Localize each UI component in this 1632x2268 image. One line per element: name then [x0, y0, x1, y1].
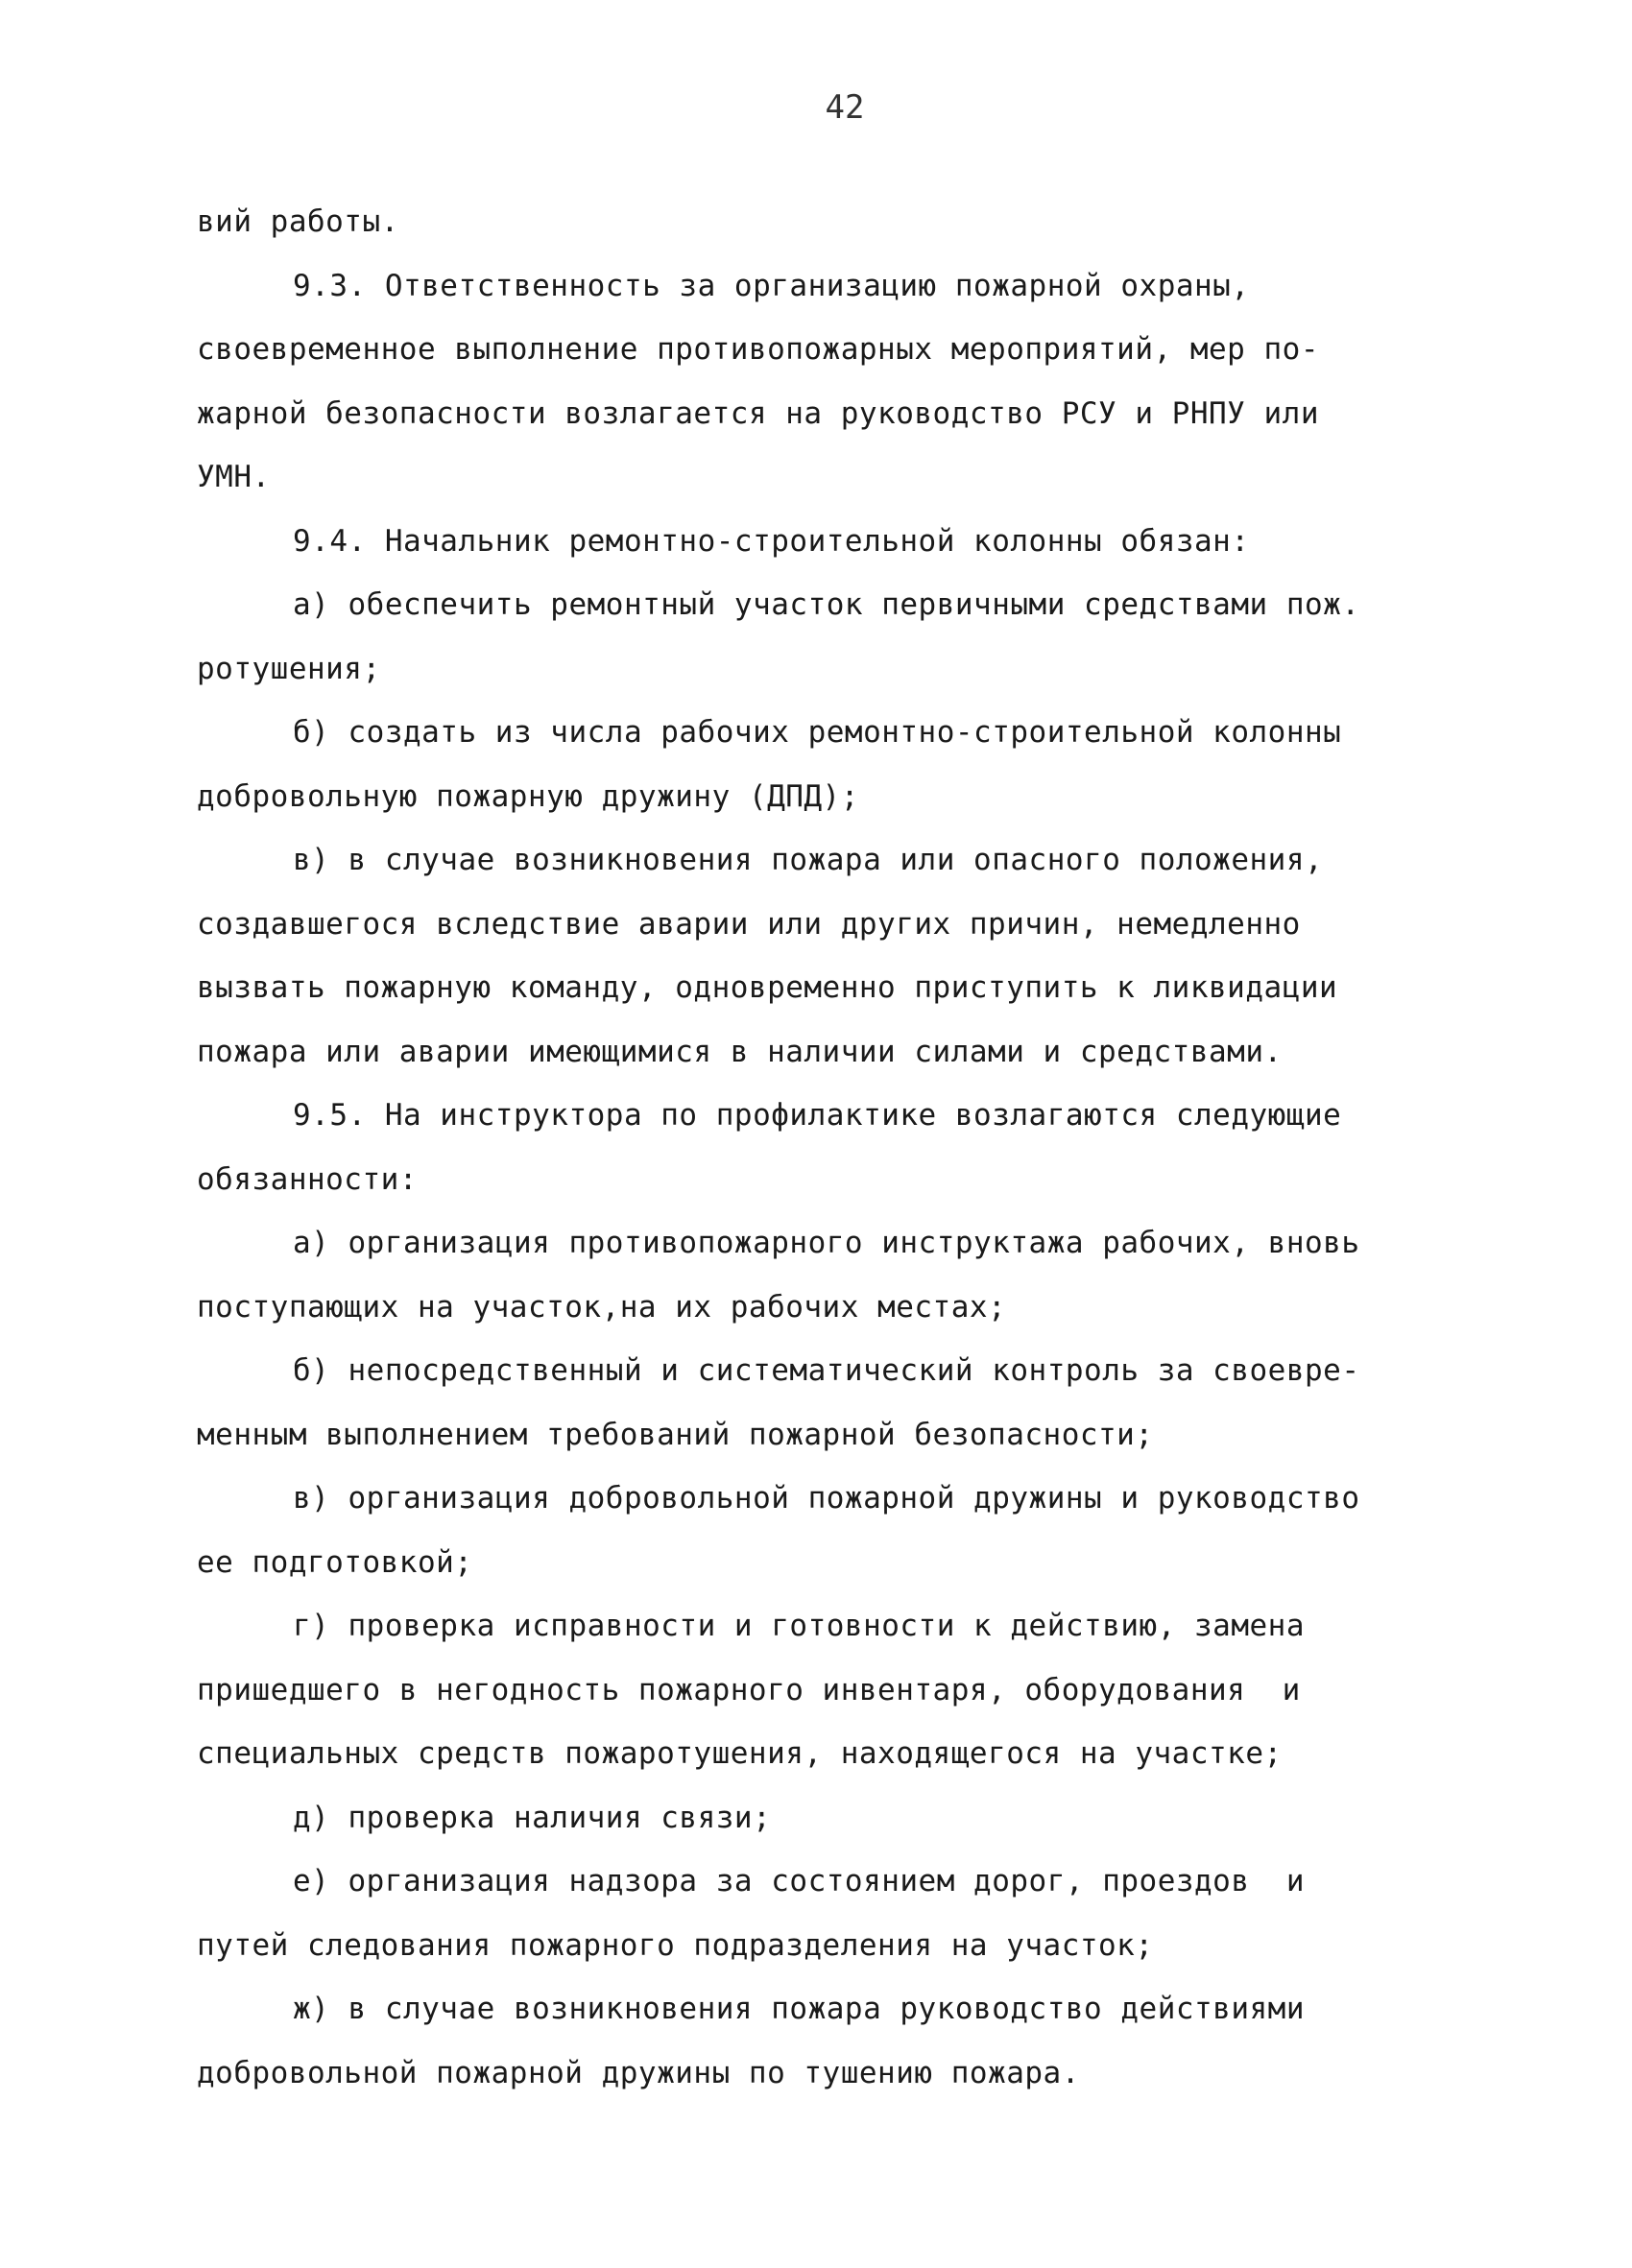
- text-line: УМН.: [197, 460, 271, 494]
- text-line: в) организация добровольной пожарной дружины и руководство: [293, 1481, 1360, 1516]
- text-line: специальных средств пожаротушения, находящегося на участке;: [197, 1736, 1283, 1771]
- text-line: в) в случае возникновения пожара или опасного положения,: [293, 843, 1324, 877]
- text-line: д) проверка наличия связи;: [293, 1800, 772, 1835]
- text-line: пришедшего в негодность пожарного инвентаря, оборудования и: [197, 1672, 1301, 1707]
- text-line: своевременное выполнение противопожарных мероприятий, мер по-: [197, 332, 1319, 367]
- text-line: ее подготовкой;: [197, 1544, 473, 1580]
- text-line: жарной безопасности возлагается на руководство РСУ и РНПУ или: [197, 395, 1319, 431]
- text-line: добровольную пожарную дружину (ДПД);: [197, 778, 859, 814]
- text-line: а) организация противопожарного инструктажа рабочих, вновь: [293, 1226, 1360, 1260]
- body-text: [197, 190, 1435, 2105]
- text-line: создавшегося вследствие аварии или других причин, немедленно: [197, 906, 1301, 942]
- text-line: 9.3. Ответственность за организацию пожарной охраны,: [293, 268, 1250, 303]
- text-line: обязанности:: [197, 1161, 418, 1197]
- text-line: пожара или аварии имеющимися в наличии силами и средствами.: [197, 1034, 1283, 1069]
- text-line: вий работы.: [197, 204, 399, 239]
- text-line: вызвать пожарную команду, одновременно приступить к ликвидации: [197, 970, 1338, 1005]
- text-line: г) проверка исправности и готовности к действию, замена: [293, 1609, 1305, 1643]
- text-line: 9.5. На инструктора по профилактике возлагаются следующие: [293, 1098, 1342, 1133]
- text-line: а) обеспечить ремонтный участок первичными средствами пож.: [293, 587, 1360, 622]
- text-line: б) непосредственный и систематический контроль за своевре-: [293, 1353, 1360, 1388]
- text-line: менным выполнением требований пожарной безопасности;: [197, 1417, 1154, 1452]
- text-line: 9.4. Начальник ремонтно-строительной колонны обязан:: [293, 523, 1250, 559]
- text-line: е) организация надзора за состоянием дорог, проездов и: [293, 1864, 1305, 1898]
- page-number: 42: [825, 88, 865, 127]
- text-line: добровольной пожарной дружины по тушению пожара.: [197, 2055, 1080, 2090]
- text-line: ротушения;: [197, 651, 381, 686]
- text-line: ж) в случае возникновения пожара руководство действиями: [293, 1992, 1305, 2026]
- text-line: путей следования пожарного подразделения на участок;: [197, 1927, 1154, 1963]
- text-line: поступающих на участок,на их рабочих местах;: [197, 1289, 1007, 1325]
- text-line: б) создать из числа рабочих ремонтно-строительной колонны: [293, 715, 1342, 750]
